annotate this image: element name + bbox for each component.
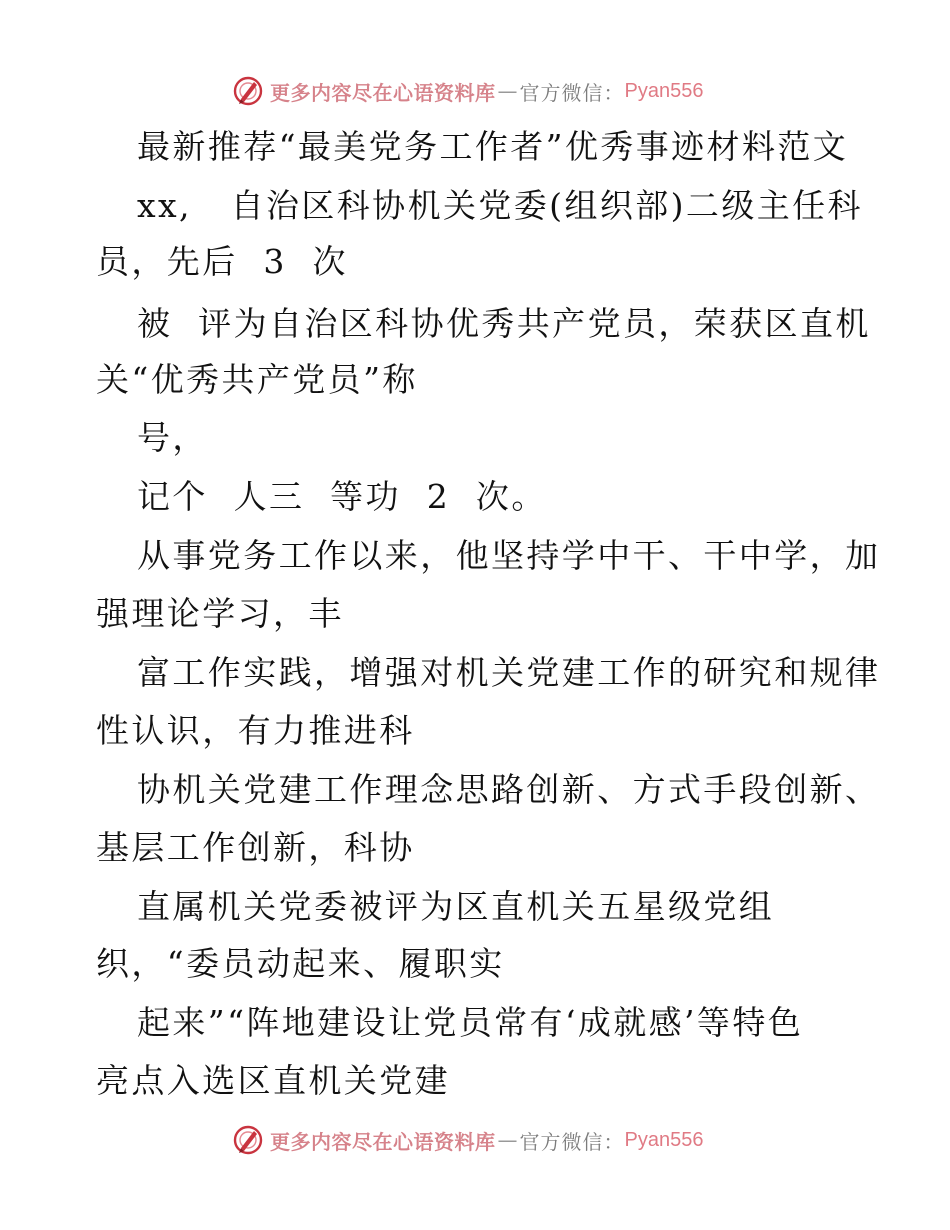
banner-official-label: 官方微信：: [519, 80, 625, 105]
document-title: 最新推荐“最美党务工作者”优秀事迹材料范文: [137, 127, 849, 166]
text-line: 直属机关党委被评为区直机关五星级党组: [137, 887, 775, 926]
text-line: 强理论学习，丰: [96, 594, 344, 633]
text-line: 亮点入选区直机关党建: [96, 1061, 450, 1100]
text-line: 记个 人三 等功 2 次。: [137, 477, 547, 516]
text-line: 协机关党建工作理念思路创新、方式手段创新、: [137, 770, 881, 809]
text-line: 起来”“阵地建设让党员常有‘成就感’等特色: [137, 1003, 804, 1042]
banner-site-name: 更多内容尽在心语资料库: [270, 80, 496, 105]
text-line: 富工作实践，增强对机关党建工作的研究和规律: [137, 653, 881, 692]
banner-wechat-id: Pyan556: [624, 1128, 704, 1151]
pen-nib-logo-icon: [232, 75, 264, 107]
header-banner: [232, 72, 732, 110]
text-line: 织，“委员动起来、履职实: [96, 944, 505, 983]
banner-separator: —: [497, 1128, 518, 1152]
banner-wechat-id: Pyan556: [624, 79, 704, 102]
text-line: 号，: [137, 418, 208, 457]
text-line: 关“优秀共产党员”称: [96, 360, 418, 399]
text-line: 基层工作创新，科协: [96, 828, 415, 867]
text-line: 员，先后 3 次: [96, 242, 348, 281]
text-line: 从事党务工作以来，他坚持学中干、干中学，加: [137, 536, 881, 575]
banner-official-label: 官方微信：: [519, 1129, 625, 1154]
banner-site-name: 更多内容尽在心语资料库: [270, 1129, 496, 1154]
pen-nib-logo-icon: [232, 1124, 264, 1156]
text-line: 被 评为自治区科协优秀共产党员，荣获区直机: [137, 304, 871, 343]
text-line: 性认识，有力推进科: [96, 711, 415, 750]
footer-banner: [232, 1121, 732, 1159]
text-line: xx, 自治区科协机关党委(组织部)二级主任科: [137, 186, 863, 225]
banner-separator: —: [497, 79, 518, 103]
